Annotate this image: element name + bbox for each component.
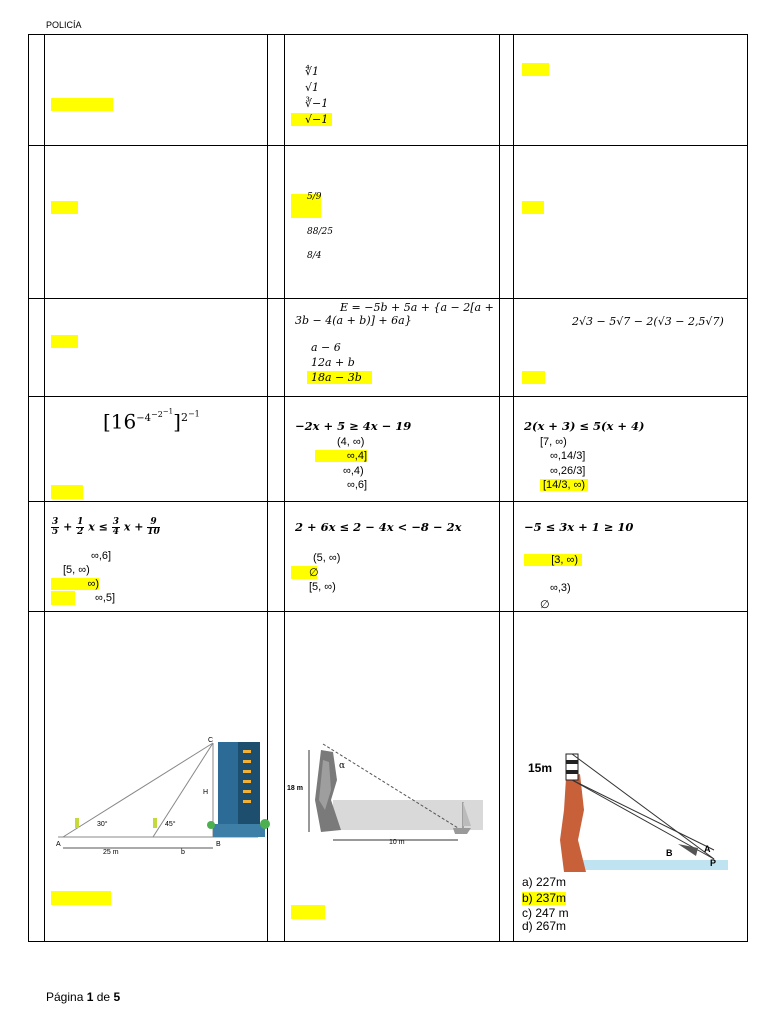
cell-r4c2: −2x + 5 ≥ 4x − 19 (4, ∞) ∞,4] ∞,4) ∞,6]: [285, 397, 500, 502]
cell-r1c2: ∜1 √1 ∛−1 √−1: [285, 35, 500, 146]
cell-r6c1: [45, 612, 268, 942]
inequality-expression: $\frac{3}{5}$ + $\frac{1}{2}$ x ≤ $\frac{3}{4}$ x + $\frac{9}{10}$: [52, 517, 160, 537]
highlight-answer: [51, 201, 78, 214]
page-footer: Página 1 de 5: [46, 990, 121, 1004]
cell-r4c1: [45, 397, 268, 502]
cell-r5c1: $\frac{3}{5}$ + $\frac{1}{2}$ x ≤ $\frac{3}{4}$ x + $\frac{9}{10}$ ∞,6] [5, ∞) ∞) ∞,5]: [45, 502, 268, 612]
cell-r3c1: [45, 299, 268, 397]
angle-label: 30°: [97, 821, 108, 828]
option-d: d) 267m: [522, 919, 567, 933]
height-label: 18 m: [287, 785, 303, 792]
point-label: B: [666, 848, 673, 858]
angle-label: α: [339, 761, 346, 771]
highlight-answer: [291, 905, 325, 919]
point-label: P: [710, 858, 717, 868]
highlight-answer: [51, 891, 111, 905]
table-row: [29, 502, 748, 612]
point-label: H: [203, 789, 209, 796]
highlight-answer: [51, 335, 78, 348]
cell-r5c3: −5 ≤ 3x + 1 ≥ 10 [3, ∞) ∞,3) ∅: [514, 502, 748, 612]
cell-r2c2: 5/9 88/25 8/4: [285, 146, 500, 299]
cell-r4c3: 2(x + 3) ≤ 5(x + 4) [7, ∞) ∞,14/3] ∞,26/3] [14/3, ∞): [514, 397, 748, 502]
point-label: A: [56, 841, 61, 848]
cell-r3c2: E = −5b + 5a + {a − 2[a + 3b − 4(a + b)] + 6a} a − 6 12a + b 18a − 3b: [285, 299, 500, 397]
distance-label: 25 m: [103, 849, 119, 856]
highlight-answer: [522, 201, 544, 214]
option-a: a) 227m: [522, 875, 567, 889]
highlight-answer: [522, 63, 549, 76]
nested-power-expression: $[16^{-4^{-2^{-1}}}]^{2^{-1}}$: [103, 407, 200, 434]
point-label: C: [208, 737, 214, 744]
cell-r5c2: 2 + 6x ≤ 2 − 4x < −8 − 2x (5, ∞) ∅ [5, ∞): [285, 502, 500, 612]
questions-table: [28, 34, 748, 942]
cell-r1c3: [514, 35, 748, 146]
page-header: POLICÍA: [46, 20, 82, 30]
table-row: [29, 299, 748, 397]
lighthouse-diagram: [528, 740, 728, 872]
point-label: B: [216, 841, 221, 848]
cliff-boat-diagram: [287, 740, 493, 870]
highlight-answer: [522, 371, 545, 384]
cell-r6c3: [514, 612, 748, 942]
height-label: 15m: [528, 761, 553, 775]
highlight-answer: [51, 485, 83, 499]
distance-label: 10 m: [389, 839, 405, 846]
angle-label: 45°: [165, 821, 176, 828]
table-row: [29, 397, 748, 502]
cell-r6c2: [285, 612, 500, 942]
point-label: A: [704, 844, 711, 854]
option-b: b) 237m: [522, 891, 567, 905]
answer-options: [522, 876, 569, 933]
cell-r3c3: 2√3 − 5√7 − 2(√3 − 2,5√7): [514, 299, 748, 397]
table-row: [29, 612, 748, 942]
option-c: c) 247 m: [522, 906, 569, 920]
cell-r2c1: [45, 146, 268, 299]
highlight-answer: [51, 591, 75, 605]
highlight-answer: [51, 98, 113, 111]
table-row: [29, 35, 748, 146]
cell-r2c3: [514, 146, 748, 299]
cell-r1c1: [45, 35, 268, 146]
building-angle-diagram: [53, 730, 263, 870]
distance-label: b: [181, 849, 185, 856]
table-row: [29, 146, 748, 299]
